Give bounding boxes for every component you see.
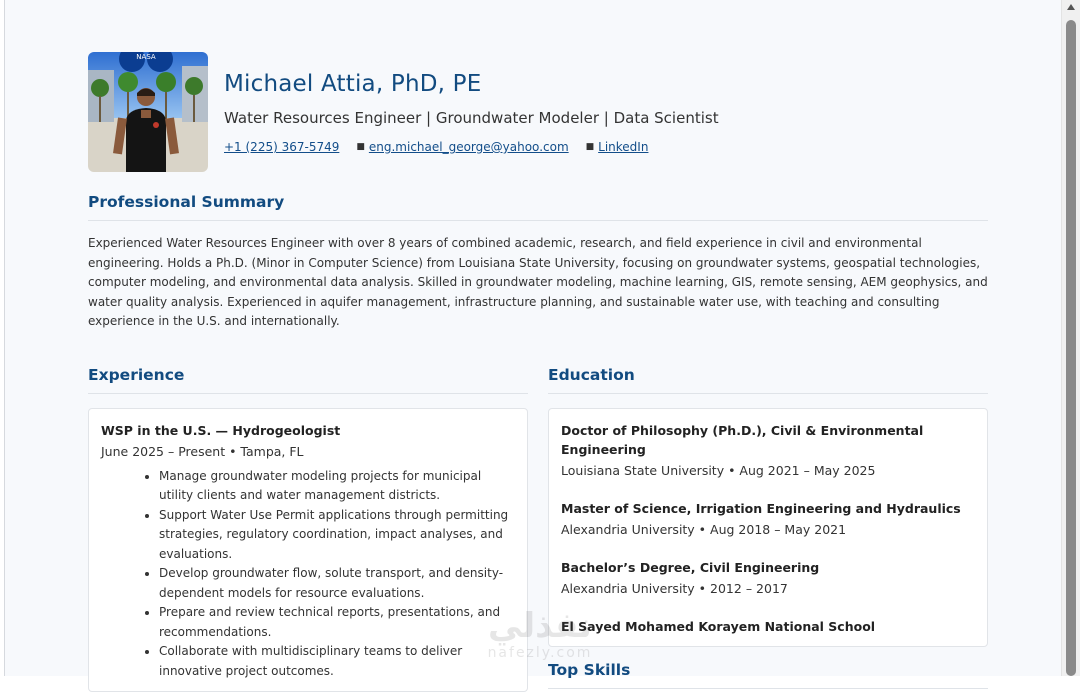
watermark-latin-text: nafezly.com — [487, 645, 593, 661]
education-meta: Alexandria University • Aug 2018 – May 2021 — [561, 521, 847, 537]
education-meta: Louisiana State University • Aug 2021 – May 2025 — [561, 462, 876, 478]
job-card — [88, 408, 528, 692]
education-item — [561, 617, 975, 636]
education-column — [548, 366, 988, 692]
education-card — [548, 408, 988, 647]
job-meta: June 2025 – Present • Tampa, FL — [101, 443, 304, 459]
profile-tagline: Water Resources Engineer | Groundwater Modeler | Data Scientist — [224, 109, 719, 127]
job-bullet: • Manage groundwater modeling projects for municipal utility clients and water management districts. — [159, 467, 515, 506]
bullet-separator: ■ — [356, 142, 365, 152]
education-item — [561, 499, 975, 539]
scrollbar-thumb[interactable] — [1066, 20, 1076, 676]
watermark-arabic-text: نفذلي — [487, 606, 593, 646]
job-bullet: • Prepare and review technical reports, presentations, and recommendations. — [159, 603, 515, 642]
experience-heading: Experience — [88, 366, 528, 394]
vertical-scrollbar[interactable] — [1061, 0, 1080, 676]
education-item — [561, 558, 975, 598]
education-degree: El Sayed Mohamed Korayem National School — [561, 618, 876, 634]
job-title: WSP in the U.S. — Hydrogeologist — [101, 422, 341, 438]
education-heading: Education — [548, 366, 988, 394]
education-degree: Bachelor’s Degree, Civil Engineering — [561, 559, 820, 575]
nafezly-watermark — [470, 607, 610, 675]
photo-sign-text: NASA — [136, 53, 156, 61]
linkedin-link[interactable]: LinkedIn — [598, 140, 649, 154]
profile-header-text — [224, 52, 719, 154]
education-meta: Alexandria University • 2012 – 2017 — [561, 580, 788, 596]
job-bullet: • Support Water Use Permit applications through permitting strategies, regulatory coordination, impact analyses, and evaluations. — [159, 506, 515, 565]
profile-photo — [88, 52, 208, 172]
phone-link[interactable]: +1 (225) 367-5749 — [224, 140, 340, 154]
browser-viewport — [4, 0, 1062, 679]
contact-links — [224, 140, 719, 154]
education-item — [561, 421, 975, 480]
job-bullet: • Collaborate with multidisciplinary teams to deliver innovative project outcomes. — [159, 642, 515, 681]
job-bullets — [101, 467, 515, 682]
job-bullet: • Develop groundwater flow, solute transport, and density-dependent models for resource evaluations. — [159, 564, 515, 603]
summary-heading: Professional Summary — [88, 193, 988, 221]
summary-text: Experienced Water Resources Engineer with over 8 years of combined academic, research, and field experience in civil and environmental engineering. Holds a Ph.D. (Minor in Computer Science) from Louisiana State University, focusing on groundwater systems, geospatial technologies, computer modeling, and environmental data analysis. Skilled in groundwater modeling, machine learning, GIS, remote sensing, AEM geophysics, and water quality analysis. Experienced in aquifer management, infrastructure planning, and sustainable water use, with teaching and consulting experience in the U.S. and internationally. — [88, 236, 988, 329]
scroll-up-arrow-icon[interactable] — [1067, 4, 1075, 10]
email-link[interactable]: eng.michael_george@yahoo.com — [368, 140, 569, 154]
education-degree: Master of Science, Irrigation Engineering and Hydraulics — [561, 500, 961, 516]
profile-name: Michael Attia, PhD, PE — [224, 71, 482, 97]
resume-page — [88, 52, 988, 692]
education-degree: Doctor of Philosophy (Ph.D.), Civil & Environmental Engineering — [561, 422, 924, 457]
skills-heading: Top Skills — [548, 661, 988, 689]
bullet-separator: ■ — [585, 142, 595, 152]
profile-header — [88, 52, 988, 172]
profile-photo-image — [88, 52, 208, 172]
experience-column — [88, 366, 528, 692]
